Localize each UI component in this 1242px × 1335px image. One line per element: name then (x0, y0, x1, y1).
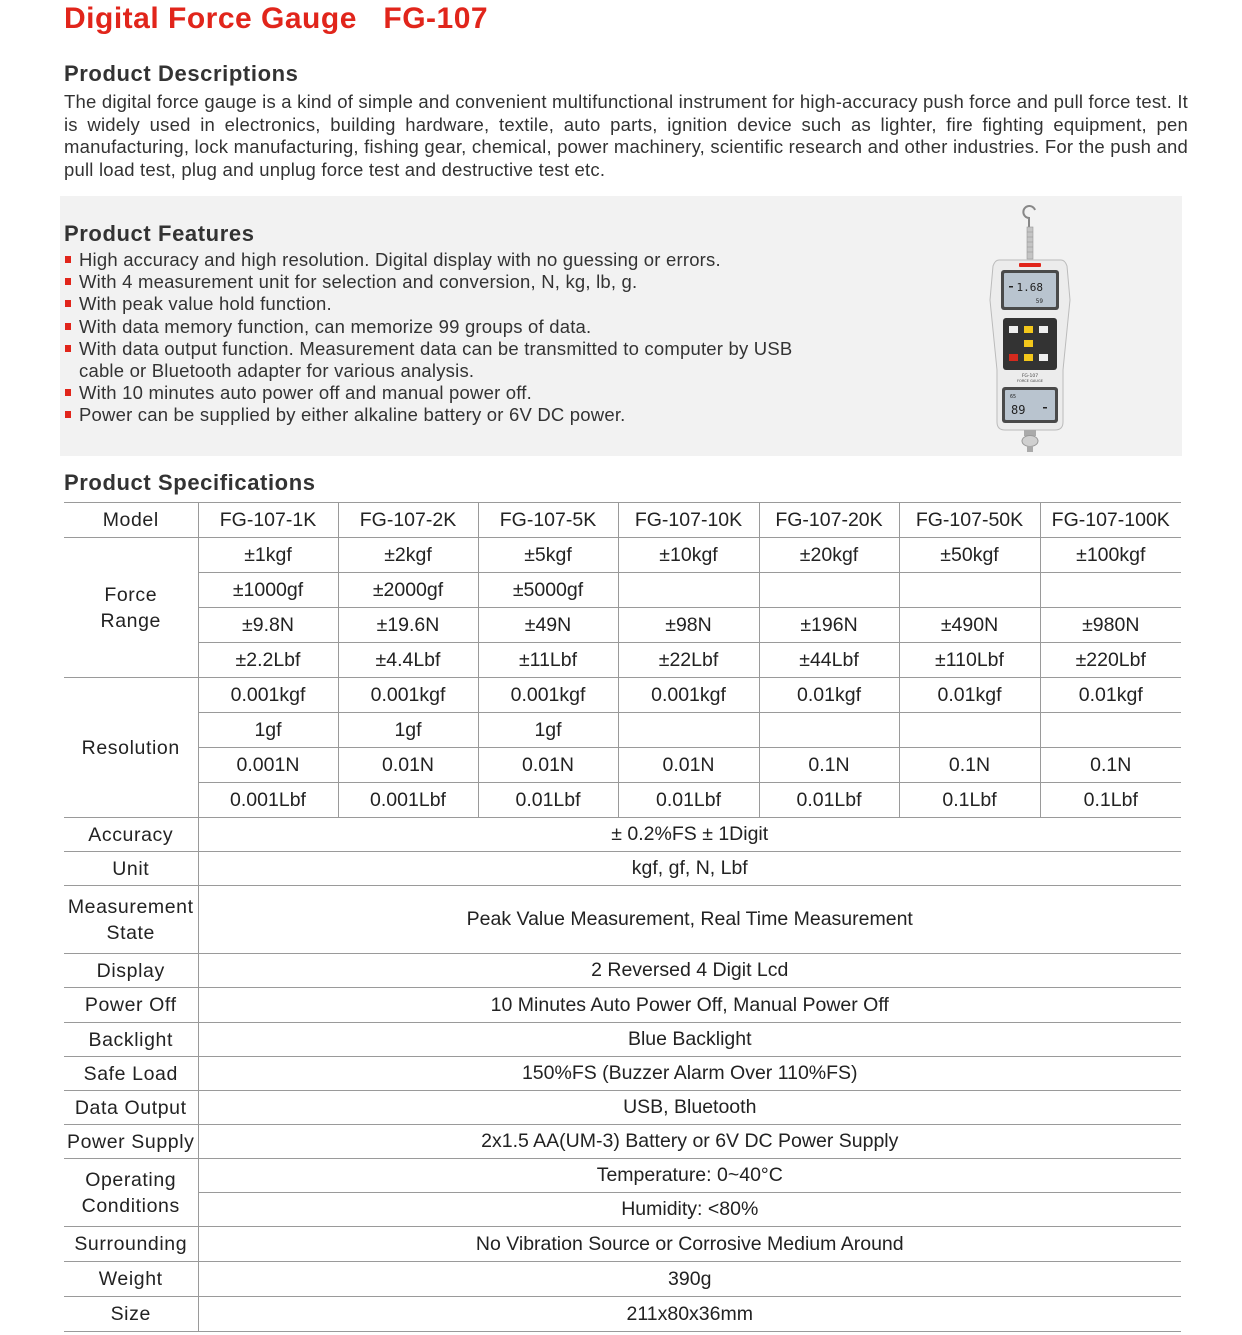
table-cell: 0.01kgf (1040, 678, 1181, 713)
weight-value: 390g (198, 1262, 1181, 1297)
model-cell: FG-107-5K (478, 503, 618, 538)
gauge-hook-icon (1023, 206, 1035, 228)
table-row (64, 503, 1181, 538)
table-cell: 0.001kgf (618, 678, 759, 713)
gauge-key (1039, 326, 1048, 333)
model-cell: FG-107-20K (759, 503, 899, 538)
gauge-model-label: FG-107 (1021, 374, 1039, 379)
operating-conditions-label: Operating Conditions (64, 1159, 198, 1227)
display-value: 2 Reversed 4 Digit Lcd (198, 954, 1181, 988)
table-cell: ±2000gf (338, 573, 478, 608)
lcd-top-sub: 59 (1035, 298, 1043, 305)
table-row (64, 1262, 1181, 1297)
table-cell: ±49N (478, 608, 618, 643)
data-output-value: USB, Bluetooth (198, 1091, 1181, 1125)
table-cell: ±110Lbf (899, 643, 1040, 678)
table-row (64, 1125, 1181, 1159)
gauge-key (1039, 354, 1048, 361)
table-cell: ±5000gf (478, 573, 618, 608)
force-gauge-image (985, 200, 1075, 454)
table-cell: 0.01kgf (899, 678, 1040, 713)
table-row (64, 818, 1181, 852)
gauge-logo (1019, 263, 1041, 267)
accuracy-value: ± 0.2%FS ± 1Digit (198, 818, 1181, 852)
descriptions-heading: Product Descriptions (64, 61, 299, 86)
table-cell: 0.1N (759, 748, 899, 783)
table-cell: 0.01Lbf (759, 783, 899, 818)
table-cell: 0.001Lbf (198, 783, 338, 818)
unit-value: kgf, gf, N, Lbf (198, 852, 1181, 886)
specs-heading: Product Specifications (64, 470, 316, 495)
table-row (64, 1193, 1181, 1227)
table-row (64, 1159, 1181, 1193)
lcd-bottom-small: 65 (1010, 394, 1017, 400)
resolution-label: Resolution (64, 678, 198, 818)
table-cell: 0.1Lbf (1040, 783, 1181, 818)
table-cell: ±220Lbf (1040, 643, 1181, 678)
table-cell: 0.001kgf (338, 678, 478, 713)
page-title: Digital Force Gauge FG-107 (64, 2, 489, 35)
measurement-state-value: Peak Value Measurement, Real Time Measurement (198, 886, 1181, 954)
table-row (64, 538, 1181, 573)
table-row (64, 954, 1181, 988)
table-cell: ±4.4Lbf (338, 643, 478, 678)
feature-item: With peak value hold function. (64, 293, 824, 315)
model-cell: FG-107-1K (198, 503, 338, 538)
table-row (64, 608, 1181, 643)
lcd-top-main: 1.68 (1016, 281, 1043, 294)
gauge-power-key (1009, 354, 1018, 361)
model-cell: FG-107-10K (618, 503, 759, 538)
table-cell: ±11Lbf (478, 643, 618, 678)
accuracy-label: Accuracy (64, 818, 198, 852)
power-off-label: Power Off (64, 988, 198, 1023)
table-cell: ±2kgf (338, 538, 478, 573)
table-cell: 0.1N (899, 748, 1040, 783)
table-cell: 0.001Lbf (338, 783, 478, 818)
table-cell: 0.01N (478, 748, 618, 783)
temperature-value: Temperature: 0~40°C (198, 1159, 1181, 1193)
table-cell (759, 713, 899, 748)
table-cell: ±10kgf (618, 538, 759, 573)
table-cell (899, 713, 1040, 748)
gauge-model-sub: FORCE GAUGE (1016, 379, 1044, 383)
table-cell: ±20kgf (759, 538, 899, 573)
measurement-state-label: Measurement State (64, 886, 198, 954)
table-row (64, 783, 1181, 818)
table-cell: ±1kgf (198, 538, 338, 573)
feature-item: With 4 measurement unit for selection and conversion, N, kg, lb, g. (64, 271, 824, 293)
backlight-label: Backlight (64, 1023, 198, 1057)
table-cell: ±50kgf (899, 538, 1040, 573)
table-cell: ±100kgf (1040, 538, 1181, 573)
gauge-key (1024, 354, 1033, 361)
table-cell: 1gf (338, 713, 478, 748)
surrounding-value: No Vibration Source or Corrosive Medium Around (198, 1227, 1181, 1262)
table-cell: 0.1N (1040, 748, 1181, 783)
table-cell (618, 573, 759, 608)
table-row (64, 713, 1181, 748)
table-cell: ±9.8N (198, 608, 338, 643)
safe-load-label: Safe Load (64, 1057, 198, 1091)
power-supply-value: 2x1.5 AA(UM-3) Battery or 6V DC Power Supply (198, 1125, 1181, 1159)
size-value: 211x80x36mm (198, 1297, 1181, 1332)
table-cell (1040, 713, 1181, 748)
table-cell: 0.001N (198, 748, 338, 783)
bullet-icon (65, 323, 71, 330)
table-cell: ±1000gf (198, 573, 338, 608)
features-list (64, 249, 824, 427)
table-cell: ±196N (759, 608, 899, 643)
backlight-value: Blue Backlight (198, 1023, 1181, 1057)
model-label: Model (64, 503, 198, 538)
table-cell: ±2.2Lbf (198, 643, 338, 678)
unit-label: Unit (64, 852, 198, 886)
feature-item: With data memory function, can memorize 99 groups of data. (64, 316, 824, 338)
table-cell: 0.01kgf (759, 678, 899, 713)
bullet-icon (65, 300, 71, 307)
table-cell (618, 713, 759, 748)
gauge-key (1009, 326, 1018, 333)
features-heading: Product Features (64, 221, 255, 246)
surrounding-label: Surrounding (64, 1227, 198, 1262)
table-row (64, 573, 1181, 608)
model-cell: FG-107-2K (338, 503, 478, 538)
table-row (64, 643, 1181, 678)
table-row (64, 748, 1181, 783)
table-row (64, 1091, 1181, 1125)
table-cell: 0.01Lbf (618, 783, 759, 818)
table-row (64, 1227, 1181, 1262)
descriptions-text: The digital force gauge is a kind of simple and convenient multifunctional instrument for high-accuracy push force and pull force test. It is widely used in electronics, building hardware, textile, auto parts, ignition device such as lighter, fire fighting equipment, pen manufacturing, lock manufacturing, fishing gear, chemical, power machinery, scientific research and other industries. For the push and pull load test, plug and unplug force test and destructive test etc. (64, 91, 1188, 180)
feature-item: With 10 minutes auto power off and manual power off. (64, 382, 824, 404)
power-off-value: 10 Minutes Auto Power Off, Manual Power Off (198, 988, 1181, 1023)
feature-item: Power can be supplied by either alkaline battery or 6V DC power. (64, 404, 824, 426)
table-cell: 0.01N (618, 748, 759, 783)
table-cell: 0.01Lbf (478, 783, 618, 818)
bullet-icon (65, 256, 71, 263)
bullet-icon (65, 411, 71, 418)
bullet-icon (65, 389, 71, 396)
table-cell: 1gf (198, 713, 338, 748)
table-cell: 0.001kgf (198, 678, 338, 713)
gauge-bottom-knob (1022, 436, 1038, 447)
table-cell: 0.001kgf (478, 678, 618, 713)
table-row (64, 1297, 1181, 1332)
table-cell: ±490N (899, 608, 1040, 643)
table-row (64, 886, 1181, 954)
size-label: Size (64, 1297, 198, 1332)
table-cell: ±980N (1040, 608, 1181, 643)
model-cell: FG-107-100K (1040, 503, 1181, 538)
bullet-icon (65, 278, 71, 285)
table-cell: ±5kgf (478, 538, 618, 573)
table-cell: ±22Lbf (618, 643, 759, 678)
data-output-label: Data Output (64, 1091, 198, 1125)
table-cell: ±44Lbf (759, 643, 899, 678)
table-row (64, 678, 1181, 713)
table-row (64, 1023, 1181, 1057)
table-cell (1040, 573, 1181, 608)
table-cell (759, 573, 899, 608)
table-row (64, 1057, 1181, 1091)
display-label: Display (64, 954, 198, 988)
gauge-key (1024, 326, 1033, 333)
humidity-value: Humidity: <80% (198, 1193, 1181, 1227)
table-cell: ±98N (618, 608, 759, 643)
power-supply-label: Power Supply (64, 1125, 198, 1159)
table-cell: ±19.6N (338, 608, 478, 643)
table-cell (899, 573, 1040, 608)
table-cell: 0.1Lbf (899, 783, 1040, 818)
force-range-label: Force Range (64, 538, 198, 678)
table-row (64, 852, 1181, 886)
weight-label: Weight (64, 1262, 198, 1297)
bullet-icon (65, 345, 71, 352)
table-cell: 0.01N (338, 748, 478, 783)
feature-item: With data output function. Measurement data can be transmitted to computer by USB cable or Bluetooth adapter for various analysis. (64, 338, 824, 382)
model-cell: FG-107-50K (899, 503, 1040, 538)
gauge-key (1024, 340, 1033, 347)
lcd-bottom-main: 89 (1011, 403, 1026, 417)
table-row (64, 988, 1181, 1023)
safe-load-value: 150%FS (Buzzer Alarm Over 110%FS) (198, 1057, 1181, 1091)
specifications-table (64, 502, 1181, 1332)
table-cell: 1gf (478, 713, 618, 748)
feature-item: High accuracy and high resolution. Digital display with no guessing or errors. (64, 249, 824, 271)
